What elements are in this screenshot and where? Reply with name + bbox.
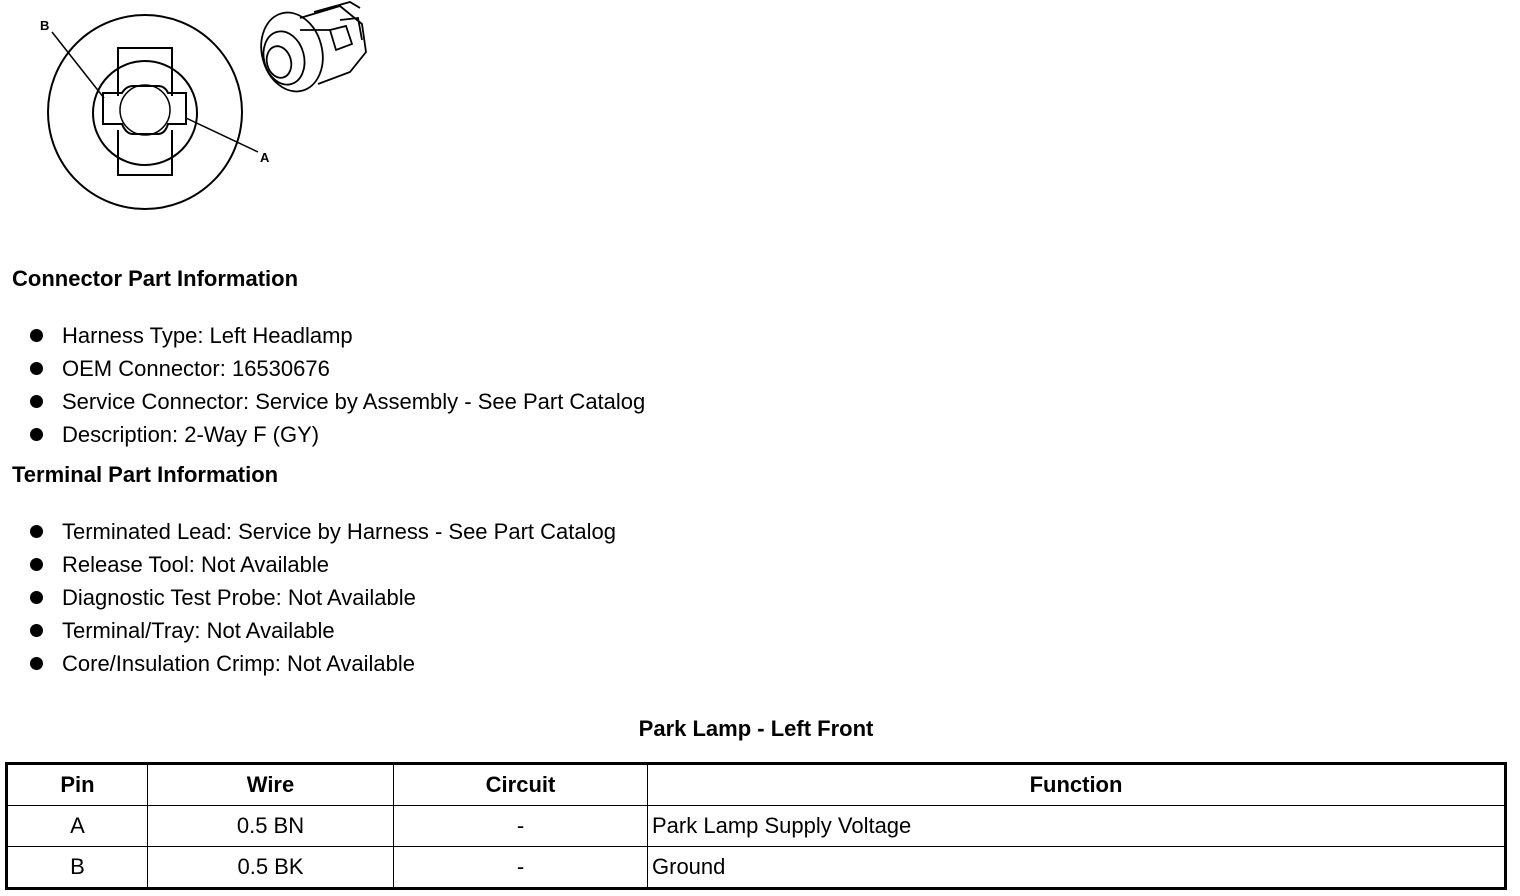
bullet-icon [30,624,43,637]
header-function: Function [648,764,1506,806]
connector-info-list [0,319,645,451]
header-pin: Pin [7,764,148,806]
cell-function: Ground [648,847,1506,889]
pin-label-a: A [260,150,270,165]
cell-function: Park Lamp Supply Voltage [648,806,1506,847]
table-row [7,847,1506,889]
list-item: OEM Connector: 16530676 [0,352,645,385]
list-item: Diagnostic Test Probe: Not Available [0,581,616,614]
header-circuit: Circuit [394,764,648,806]
cell-pin: B [7,847,148,889]
terminal-info-list [0,515,616,680]
list-item: Service Connector: Service by Assembly - See Part Catalog [0,385,645,418]
cell-pin: A [7,806,148,847]
bullet-icon [30,428,43,441]
pin-table [5,762,1507,890]
bullet-icon [30,329,43,342]
list-item: Terminal/Tray: Not Available [0,614,616,647]
table-caption: Park Lamp - Left Front [638,716,874,741]
bullet-icon [30,591,43,604]
connector-diagram [0,0,400,220]
bullet-icon [30,362,43,375]
connector-3d-sketch [253,2,366,98]
bullet-icon [30,657,43,670]
table-header-row [7,764,1506,806]
list-item: Core/Insulation Crimp: Not Available [0,647,616,680]
pin-label-b: B [40,18,50,33]
bullet-icon [30,525,43,538]
list-item: Description: 2-Way F (GY) [0,418,645,451]
cell-wire: 0.5 BK [148,847,394,889]
list-item: Release Tool: Not Available [0,548,616,581]
terminal-cavity [103,86,186,134]
connector-face-inner-ring [93,61,197,165]
list-item: Terminated Lead: Service by Harness - See Part Catalog [0,515,616,548]
terminal-info-title: Terminal Part Information [12,462,279,487]
bullet-icon [30,395,43,408]
list-item: Harness Type: Left Headlamp [0,319,645,352]
cell-wire: 0.5 BN [148,806,394,847]
bullet-icon [30,558,43,571]
table-row [7,806,1506,847]
cell-circuit: - [394,847,648,889]
connector-info-title: Connector Part Information [12,266,299,291]
connector-face-outer [48,15,242,209]
header-wire: Wire [148,764,394,806]
cell-circuit: - [394,806,648,847]
